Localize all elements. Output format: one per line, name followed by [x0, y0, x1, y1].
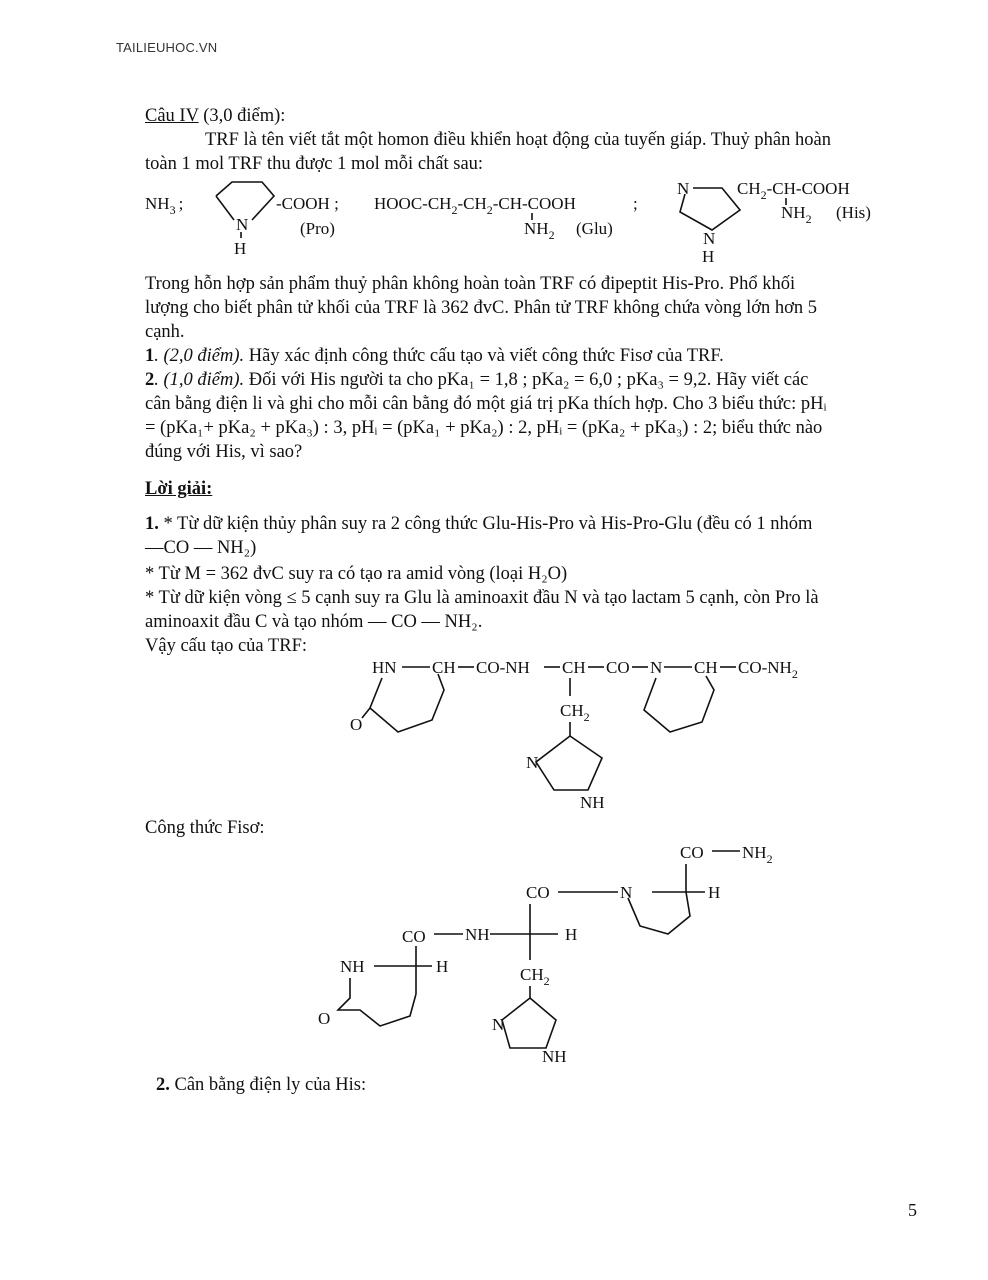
- f-nh-his: NH: [465, 925, 490, 944]
- question-points: (3,0 điểm):: [198, 106, 286, 126]
- intro-line-1: TRF là tên viết tắt một homon điều khiển hoạt động của tuyến giáp. Thuỷ phân hoàn: [205, 130, 831, 150]
- f-h-pro: H: [708, 883, 721, 902]
- site-header: TAILIEUHOC.VN: [116, 40, 218, 55]
- f-imidazole: [502, 998, 556, 1048]
- f-h-his: H: [565, 925, 578, 944]
- f-h-glu: H: [436, 957, 449, 976]
- f-im-nh: NH: [542, 1047, 567, 1066]
- q2-points: . (1,0 điểm).: [154, 370, 245, 390]
- f-pro-ring: [628, 892, 690, 934]
- f-ch2: $CH_2$: [520, 965, 550, 988]
- pro-h: H: [234, 239, 247, 258]
- o: O: [350, 715, 363, 734]
- his-name: (His): [836, 203, 871, 222]
- question-title: Câu IV: [145, 106, 199, 126]
- s1-line-4: * Từ dữ kiện vòng ≤ 5 cạnh suy ra Glu là aminoaxit đầu N và tạo lactam 5 cạnh, còn Pro là: [145, 588, 819, 608]
- s2-text: Cân bằng điện ly của His:: [169, 1075, 367, 1095]
- s1-line-1: [145, 512, 812, 536]
- his-chain: $CH_2-CH$-COOH: [737, 179, 850, 202]
- im-n: N: [526, 753, 539, 772]
- q1-line: [145, 344, 724, 368]
- structure-label: Vậy cấu tạo của TRF:: [145, 636, 308, 656]
- nh3-label: $NH_3$ ;: [145, 194, 184, 217]
- glu-nh2: $NH_2$: [524, 219, 555, 242]
- q1-num: 1: [145, 346, 155, 366]
- co-nh2: $CO-NH_2$: [738, 658, 798, 681]
- q2-line-4: đúng với His, vì sao?: [145, 442, 303, 462]
- glu-name: (Glu): [576, 219, 613, 238]
- ch-1: CH: [432, 658, 456, 677]
- q2-line-2: cân bằng điện li và ghi cho mỗi cân bằng đó một giá trị pKa thích hợp. Cho 3 biểu thức: pHᵢ: [145, 394, 827, 414]
- pyroglu-ring: [370, 674, 444, 732]
- question-title-line: [145, 104, 285, 128]
- ch-2: CH: [562, 658, 586, 677]
- fischer-projection: [310, 830, 810, 1080]
- hn: HN: [372, 658, 397, 677]
- para2-line-1: Trong hỗn hợp sản phẩm thuỷ phân không hoàn toàn TRF có đipeptit His-Pro. Phổ khối: [145, 274, 796, 294]
- glu-sep: ;: [633, 194, 638, 213]
- his-n: N: [677, 179, 690, 198]
- pro-name: (Pro): [300, 219, 335, 238]
- q2-text-1: Đối với His người ta cho pKa₁ = 1,8 ; pKa₂ = 6,0 ; pKa₃ = 9,2. Hãy viết các: [244, 370, 809, 390]
- q2-line-3: = (pKa₁+ pKa₂ + pKa₃) : 3, pHᵢ = (pKa₁ + pKa₂) : 2, pHᵢ = (pKa₂ + pKa₃) : 2; biểu thức nào: [145, 418, 823, 438]
- s1-line-3: * Từ M = 362 đvC suy ra có tạo ra amid vòng (loại H₂O): [145, 564, 568, 584]
- s1-num: 1.: [145, 514, 159, 534]
- his-h: H: [702, 247, 715, 266]
- pro-n: N: [236, 215, 249, 234]
- para2-line-3: cạnh.: [145, 322, 185, 342]
- f-co-top: CO: [680, 843, 704, 862]
- f-nh-glu: NH: [340, 957, 365, 976]
- f-lactam-ring: [338, 978, 416, 1026]
- hydrolysis-products: [140, 172, 900, 267]
- co-nh: CO-NH: [476, 658, 530, 677]
- fischer-label: Công thức Fisơ:: [145, 818, 265, 838]
- solution-heading: Lời giải:: [145, 479, 213, 499]
- s1-text-1: * Từ dữ kiện thủy phân suy ra 2 công thức Glu-His-Pro và His-Pro-Glu (đều có 1 nhóm: [158, 514, 813, 534]
- q1-text: Hãy xác định công thức cấu tạo và viết công thức Fisơ của TRF.: [244, 346, 724, 366]
- his-nh: N: [703, 229, 716, 248]
- s2-line: [156, 1073, 366, 1097]
- pro-ring-trf: [644, 676, 714, 732]
- ch2-side: $CH_2$: [560, 701, 590, 724]
- f-co-glu: CO: [402, 927, 426, 946]
- trf-structure: [340, 650, 820, 820]
- his-nh2: $NH_2$: [781, 203, 812, 226]
- glu-formula: HOOC-$CH_2-CH_2-CH$-COOH: [374, 194, 576, 217]
- pro-ring-left: [216, 196, 234, 220]
- page-number: 5: [908, 1200, 917, 1220]
- f-n-pro: N: [620, 883, 633, 902]
- s2-num: 2.: [156, 1075, 170, 1095]
- ch-3: CH: [694, 658, 718, 677]
- q1-points: . (2,0 điểm).: [154, 346, 245, 366]
- pro-cooh: -COOH ;: [276, 194, 339, 213]
- s1-line-2: —CO — NH₂): [145, 538, 257, 558]
- q2-num: 2: [145, 370, 155, 390]
- s1-line-5: aminoaxit đầu C và tạo nhóm — CO — NH₂.: [145, 612, 483, 632]
- co: CO: [606, 658, 630, 677]
- f-co-mid: CO: [526, 883, 550, 902]
- f-nh2-top: $NH_2$: [742, 843, 773, 866]
- para2-line-2: lượng cho biết phân tử khối của TRF là 362 đvC. Phân tử TRF không chứa vòng lớn hơn 5: [145, 298, 818, 318]
- f-im-n: N: [492, 1015, 505, 1034]
- n: N: [650, 658, 663, 677]
- f-o: O: [318, 1009, 331, 1028]
- imidazole-ring: [536, 736, 602, 790]
- q2-line-1: [145, 368, 808, 392]
- im-nh: NH: [580, 793, 605, 812]
- intro-line-2: toàn 1 mol TRF thu được 1 mol mỗi chất sau:: [145, 154, 484, 174]
